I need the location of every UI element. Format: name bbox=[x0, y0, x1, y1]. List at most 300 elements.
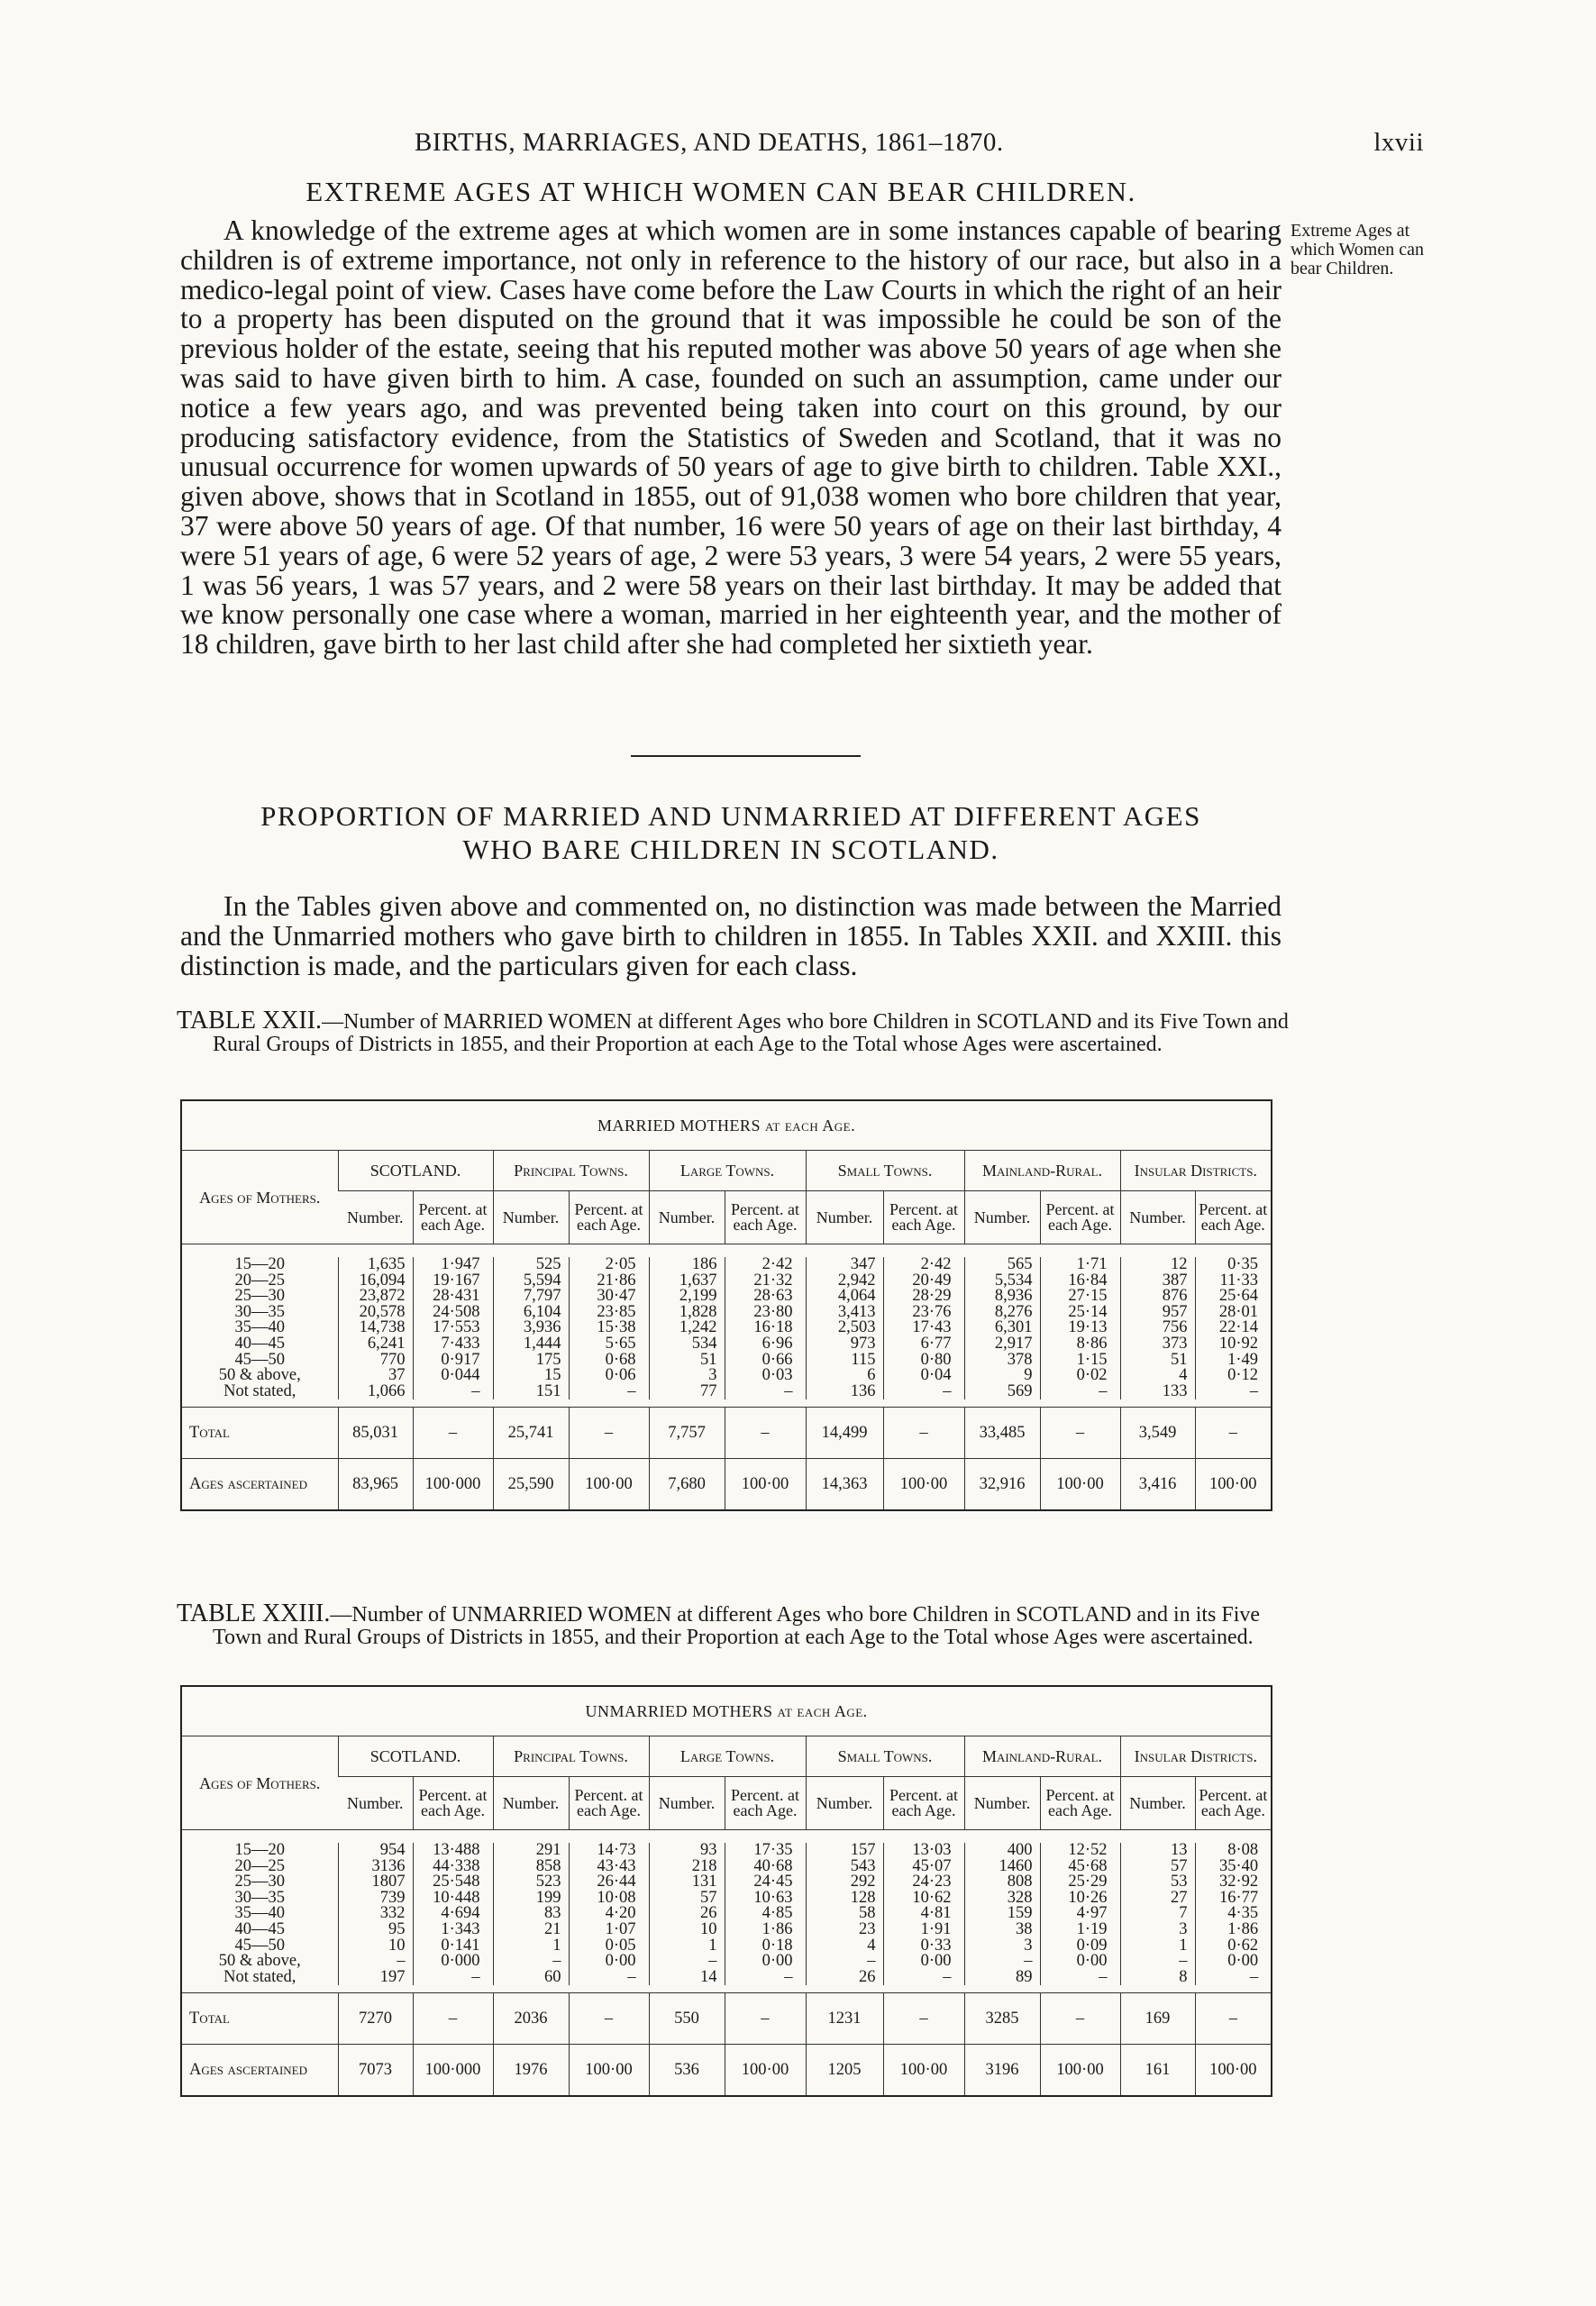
table23-age-label: 30—35 bbox=[234, 1888, 285, 1907]
table22-ascertained-label: Ages ascertained bbox=[181, 1459, 338, 1511]
table22-cell: 373 bbox=[1120, 1336, 1195, 1353]
table23-cell: 13·488 bbox=[413, 1843, 493, 1859]
table23-cell: 400 bbox=[964, 1843, 1040, 1859]
table23-cell: 4·35 bbox=[1195, 1906, 1272, 1922]
table22-cell: 25·64 bbox=[1195, 1289, 1272, 1305]
table23-age-label: Not stated, bbox=[223, 1967, 296, 1986]
table22-cell: 756 bbox=[1120, 1320, 1195, 1336]
table22-cell: 3 bbox=[649, 1368, 725, 1384]
table23-cell: – bbox=[725, 1970, 806, 1986]
table23-cell: 45·07 bbox=[883, 1859, 964, 1875]
table22-age-label: 20—25 bbox=[234, 1271, 285, 1290]
table22-cell: 1,444 bbox=[493, 1336, 569, 1353]
table22-total-row bbox=[181, 1408, 1272, 1459]
table23-percent-header: Percent. at each Age. bbox=[1040, 1777, 1120, 1830]
table23-cell: – bbox=[569, 1970, 649, 1986]
table22-cell: 565 bbox=[964, 1257, 1040, 1273]
table22-cell: – bbox=[1040, 1384, 1120, 1400]
table22-cell: 20,578 bbox=[338, 1305, 413, 1321]
table22-cell: 6,301 bbox=[964, 1320, 1040, 1336]
table23-cell: 14·73 bbox=[569, 1843, 649, 1859]
table23-cell: 16·77 bbox=[1195, 1891, 1272, 1907]
table23-cell: 25·548 bbox=[413, 1874, 493, 1891]
table22-ascertained-cell: 7,680 bbox=[649, 1459, 725, 1511]
table22-cell: 23,872 bbox=[338, 1289, 413, 1305]
table22-cell: 0·35 bbox=[1195, 1257, 1272, 1273]
table23-number-header: Number. bbox=[493, 1777, 569, 1830]
table22-cell: 876 bbox=[1120, 1289, 1195, 1305]
table22-cell: 23·80 bbox=[725, 1305, 806, 1321]
table23-cell: 291 bbox=[493, 1843, 569, 1859]
table22-cell: 30·47 bbox=[569, 1289, 649, 1305]
table23-cell: – bbox=[883, 1970, 964, 1986]
table23-cell: – bbox=[1040, 1970, 1120, 1986]
table22-cell: 2,199 bbox=[649, 1289, 725, 1305]
table23-cell: 43·43 bbox=[569, 1859, 649, 1875]
table23-cell: 1·91 bbox=[883, 1922, 964, 1938]
table22-cell: 2·05 bbox=[569, 1257, 649, 1273]
table23-ascertained-cell: 100·00 bbox=[1040, 2045, 1120, 2097]
table22-cell: 378 bbox=[964, 1353, 1040, 1369]
table22-cell: 534 bbox=[649, 1336, 725, 1353]
table23-cell: 40·68 bbox=[725, 1859, 806, 1875]
table23-cell: 24·23 bbox=[883, 1874, 964, 1891]
table23-group-mainland-rural: Mainland-Rural. bbox=[964, 1736, 1120, 1777]
table22-cell: 23·76 bbox=[883, 1305, 964, 1321]
table22-cell: 133 bbox=[1120, 1384, 1195, 1400]
table23-cell: – bbox=[964, 1954, 1040, 1970]
paragraph-extreme-ages: A knowledge of the extreme ages at which women are in some instances capable of bearing children is of extreme importance, not only in reference to the history of our race, but also in a medico-legal point of view. Cases have come before the Law Courts in which the right of an heir to a property has been disputed on the ground that it was impossible he could be son of the previous holder of the estate, seeing that his reputed mother was above 50 years of age when she was said to have given birth to him. A case, founded on such an assumption, came under our notice a few years ago, and was prevented being taken into court on this ground, by our producing satisfactory evidence, from the Statistics of Sweden and Scotland, that it was no unusual occurrence for women upwards of 50 years of age to give birth to children. Table XXI., given above, shows that in Scotland in 1855, out of 91,038 women who bore children that year, 37 were above 50 years of age. Of that number, 16 were 50 years of age on their last birthday, 4 were 51 years of age, 6 were 52 years of age, 2 were 53 years, 3 were 54 years, 2 were 55 years, 1 was 56 years, 1 was 57 years, and 2 were 58 years on their last birthday. It may be added that we know personally one case where a woman, married in her eighteenth year, and the mother of 18 children, gave birth to her last child after she had completed her sixtieth year. bbox=[180, 214, 1281, 661]
table23-cell: 292 bbox=[806, 1874, 883, 1891]
table22-percent-header: Percent. at each Age. bbox=[413, 1191, 493, 1244]
table23-cell: – bbox=[806, 1954, 883, 1970]
section-heading-proportion-line2: WHO BARE CHILDREN IN SCOTLAND. bbox=[462, 834, 999, 865]
table22-cell: 11·33 bbox=[1195, 1273, 1272, 1290]
table23-cell: 0·00 bbox=[1195, 1954, 1272, 1970]
table23-cell: 328 bbox=[964, 1891, 1040, 1907]
table22-cell: 0·68 bbox=[569, 1353, 649, 1369]
table23-group-scotland: SCOTLAND. bbox=[338, 1736, 493, 1777]
table22-number-header: Number. bbox=[1120, 1191, 1195, 1244]
table22-cell: 8,276 bbox=[964, 1305, 1040, 1321]
table-row bbox=[181, 1289, 1272, 1305]
table23-cell: 10·63 bbox=[725, 1891, 806, 1907]
table22 bbox=[180, 1099, 1272, 1511]
paragraph-proportion: In the Tables given above and commented on, no distinction was made between the Married and the Unmarried mothers who gave birth to children in 1855. In Tables XXII. and XXIII. this distinction is made, and the particulars given for each class. bbox=[180, 890, 1281, 981]
table23-cell: 199 bbox=[493, 1891, 569, 1907]
table23-ascertained-cell: 7073 bbox=[338, 2045, 413, 2097]
table22-cell: 17·43 bbox=[883, 1320, 964, 1336]
table23-cell: 8·08 bbox=[1195, 1843, 1272, 1859]
table22-ascertained-row bbox=[181, 1459, 1272, 1511]
table22-cell: 1,637 bbox=[649, 1273, 725, 1290]
table23-group-large-towns: Large Towns. bbox=[649, 1736, 806, 1777]
table23-total-cell: 169 bbox=[1120, 1993, 1195, 2045]
table23-cell: 1 bbox=[493, 1938, 569, 1955]
table23-total-cell: – bbox=[1040, 1993, 1120, 2045]
table22-cell: 2·42 bbox=[725, 1257, 806, 1273]
table-row bbox=[181, 1273, 1272, 1290]
table22-cell: 22·14 bbox=[1195, 1320, 1272, 1336]
table22-cell: 0·12 bbox=[1195, 1368, 1272, 1384]
table22-group-large-towns: Large Towns. bbox=[649, 1151, 806, 1191]
table22-age-label: 15—20 bbox=[234, 1255, 285, 1273]
table22-total-cell: – bbox=[413, 1408, 493, 1459]
table22-cell: 2·42 bbox=[883, 1257, 964, 1273]
table23-cell: 4·20 bbox=[569, 1906, 649, 1922]
table-row bbox=[181, 1320, 1272, 1336]
table22-cell: 37 bbox=[338, 1368, 413, 1384]
table22-cell: 0·06 bbox=[569, 1368, 649, 1384]
table23-group-insular: Insular Districts. bbox=[1120, 1736, 1272, 1777]
table22-total-cell: – bbox=[569, 1408, 649, 1459]
table23-cell: 14 bbox=[649, 1970, 725, 1986]
table22-cell: 28·63 bbox=[725, 1289, 806, 1305]
table23-cell: 1·86 bbox=[1195, 1922, 1272, 1938]
table22-cell: 1·15 bbox=[1040, 1353, 1120, 1369]
table22-cell: 51 bbox=[1120, 1353, 1195, 1369]
table22-cell: 28·29 bbox=[883, 1289, 964, 1305]
table23-cell: 0·18 bbox=[725, 1938, 806, 1955]
marginal-note: Extreme Ages at which Women can bear Children. bbox=[1290, 221, 1424, 278]
table22-ascertained-cell: 100·00 bbox=[1040, 1459, 1120, 1511]
table23-ascertained-cell: 1205 bbox=[806, 2045, 883, 2097]
table22-cell: 15 bbox=[493, 1368, 569, 1384]
table23-ascertained-cell: 100·00 bbox=[569, 2045, 649, 2097]
table22-cell: 17·553 bbox=[413, 1320, 493, 1336]
table-row bbox=[181, 1353, 1272, 1369]
table23-cell: 8 bbox=[1120, 1970, 1195, 1986]
table22-cell: 0·02 bbox=[1040, 1368, 1120, 1384]
table23-group-principal-towns: Principal Towns. bbox=[493, 1736, 649, 1777]
table22-ascertained-cell: 100·000 bbox=[413, 1459, 493, 1511]
table23-age-label: 40—45 bbox=[234, 1919, 285, 1938]
table22-cell: 16,094 bbox=[338, 1273, 413, 1290]
table23-cell: 23 bbox=[806, 1922, 883, 1938]
table23-number-header: Number. bbox=[338, 1777, 413, 1830]
table23-cell: 1·343 bbox=[413, 1922, 493, 1938]
table22-cell: 1,635 bbox=[338, 1257, 413, 1273]
table23-ascertained-row bbox=[181, 2045, 1272, 2097]
table23-cell: 4 bbox=[806, 1938, 883, 1955]
table23-main-header: UNMARRIED MOTHERS at each Age. bbox=[585, 1701, 868, 1720]
table23-cell: 954 bbox=[338, 1843, 413, 1859]
table22-cell: 15·38 bbox=[569, 1320, 649, 1336]
table23-group-small-towns: Small Towns. bbox=[806, 1736, 964, 1777]
table22-total-cell: 7,757 bbox=[649, 1408, 725, 1459]
table22-cell: 0·66 bbox=[725, 1353, 806, 1369]
table23-cell: 57 bbox=[1120, 1859, 1195, 1875]
table23-cell: 3 bbox=[1120, 1922, 1195, 1938]
table22-ascertained-cell: 100·00 bbox=[725, 1459, 806, 1511]
table23-cell: 13 bbox=[1120, 1843, 1195, 1859]
table22-cell: 151 bbox=[493, 1384, 569, 1400]
section-heading-extreme-ages: EXTREME AGES AT WHICH WOMEN CAN BEAR CHILDREN. bbox=[306, 176, 1136, 207]
table23-cell: 4·694 bbox=[413, 1906, 493, 1922]
table22-cell: 12 bbox=[1120, 1257, 1195, 1273]
table23-cell: 13·03 bbox=[883, 1843, 964, 1859]
table22-total-cell: – bbox=[725, 1408, 806, 1459]
table23-cell: 83 bbox=[493, 1906, 569, 1922]
table22-subheader-row bbox=[181, 1191, 1272, 1244]
table-row bbox=[181, 1874, 1272, 1891]
table22-cell: 51 bbox=[649, 1353, 725, 1369]
table23-cell: 53 bbox=[1120, 1874, 1195, 1891]
table23-cell: 808 bbox=[964, 1874, 1040, 1891]
table23-ascertained-cell: 3196 bbox=[964, 2045, 1040, 2097]
table23-cell: 157 bbox=[806, 1843, 883, 1859]
table22-cell: 4 bbox=[1120, 1368, 1195, 1384]
table23-cell: 1 bbox=[649, 1938, 725, 1955]
table23-cell: 26 bbox=[649, 1906, 725, 1922]
table22-cell: 6 bbox=[806, 1368, 883, 1384]
table22-age-label: 30—35 bbox=[234, 1302, 285, 1321]
table22-cell: – bbox=[725, 1384, 806, 1400]
table22-cell: 77 bbox=[649, 1384, 725, 1400]
table22-cell: 136 bbox=[806, 1384, 883, 1400]
table23-cell: 3136 bbox=[338, 1859, 413, 1875]
table22-percent-header: Percent. at each Age. bbox=[883, 1191, 964, 1244]
table23-number-header: Number. bbox=[964, 1777, 1040, 1830]
table23-cell: 25·29 bbox=[1040, 1874, 1120, 1891]
table22-cell: 770 bbox=[338, 1353, 413, 1369]
table-row bbox=[181, 1938, 1272, 1955]
table22-cell: 957 bbox=[1120, 1305, 1195, 1321]
table23-age-label: 25—30 bbox=[234, 1873, 285, 1891]
table23-cell: 7 bbox=[1120, 1906, 1195, 1922]
table22-ascertained-cell: 25,590 bbox=[493, 1459, 569, 1511]
table23-ascertained-cell: 100·00 bbox=[1195, 2045, 1272, 2097]
table22-age-label: 45—50 bbox=[234, 1350, 285, 1369]
table22-caption-text: —Number of MARRIED WOMEN at different Ages who bore Children in SCOTLAND and its Five Town and Rural Groups of Districts in 1855, and their Proportion at each Age to the Total whose Ages were ascertained. bbox=[213, 1010, 1289, 1056]
table23-cell: 27 bbox=[1120, 1891, 1195, 1907]
running-header bbox=[180, 128, 1424, 164]
table22-age-label: 40—45 bbox=[234, 1334, 285, 1353]
section-divider bbox=[631, 755, 861, 757]
table22-cell: 2,503 bbox=[806, 1320, 883, 1336]
table22-cell: 569 bbox=[964, 1384, 1040, 1400]
table23-ascertained-cell: 536 bbox=[649, 2045, 725, 2097]
table22-cell: 0·044 bbox=[413, 1368, 493, 1384]
table22-cell: 8·86 bbox=[1040, 1336, 1120, 1353]
table23-cell: 35·40 bbox=[1195, 1859, 1272, 1875]
table23-cell: 38 bbox=[964, 1922, 1040, 1938]
table23-age-label: 45—50 bbox=[234, 1936, 285, 1955]
table22-total-cell: – bbox=[1040, 1408, 1120, 1459]
table22-cell: 20·49 bbox=[883, 1273, 964, 1290]
table-row bbox=[181, 1336, 1272, 1353]
table22-ascertained-cell: 100·00 bbox=[883, 1459, 964, 1511]
table23-cell: 0·141 bbox=[413, 1938, 493, 1955]
table23-total-cell: 1231 bbox=[806, 1993, 883, 2045]
table23-percent-header: Percent. at each Age. bbox=[1195, 1777, 1272, 1830]
table22-cell: 1·49 bbox=[1195, 1353, 1272, 1369]
table23-cell: – bbox=[493, 1954, 569, 1970]
table-row bbox=[181, 1843, 1272, 1859]
table22-number-header: Number. bbox=[338, 1191, 413, 1244]
table23-cell: – bbox=[413, 1970, 493, 1986]
table22-percent-header: Percent. at each Age. bbox=[1040, 1191, 1120, 1244]
table23-cell: 218 bbox=[649, 1859, 725, 1875]
table-row bbox=[181, 1954, 1272, 1970]
table22-cell: 2,917 bbox=[964, 1336, 1040, 1353]
table23-total-cell: – bbox=[725, 1993, 806, 2045]
table23-age-label: 50 & above, bbox=[218, 1952, 301, 1971]
table23-cell: 10 bbox=[649, 1922, 725, 1938]
table23-cell: 10·448 bbox=[413, 1891, 493, 1907]
table23-cell: 131 bbox=[649, 1874, 725, 1891]
table22-cell: 115 bbox=[806, 1353, 883, 1369]
running-title: BIRTHS, MARRIAGES, AND DEATHS, 1861–1870. bbox=[415, 128, 1004, 157]
table23-percent-header: Percent. at each Age. bbox=[725, 1777, 806, 1830]
table23-number-header: Number. bbox=[806, 1777, 883, 1830]
table23-cell: 0·000 bbox=[413, 1954, 493, 1970]
table23-age-label: 15—20 bbox=[234, 1841, 285, 1859]
table22-cell: 186 bbox=[649, 1257, 725, 1273]
table23-cell: 89 bbox=[964, 1970, 1040, 1986]
table22-ascertained-cell: 3,416 bbox=[1120, 1459, 1195, 1511]
table22-number-header: Number. bbox=[806, 1191, 883, 1244]
table22-group-principal-towns: Principal Towns. bbox=[493, 1151, 649, 1191]
table22-cell: 2,942 bbox=[806, 1273, 883, 1290]
table22-cell: 347 bbox=[806, 1257, 883, 1273]
table22-group-small-towns: Small Towns. bbox=[806, 1151, 964, 1191]
table-row bbox=[181, 1257, 1272, 1273]
table22-cell: 25·14 bbox=[1040, 1305, 1120, 1321]
table22-cell: 0·917 bbox=[413, 1353, 493, 1369]
page-number: lxvii bbox=[1373, 128, 1424, 157]
table22-caption bbox=[177, 1009, 1303, 1056]
table22-cell: 19·13 bbox=[1040, 1320, 1120, 1336]
table23-ages-header: Ages of Mothers. bbox=[181, 1736, 338, 1830]
table23-total-cell: 3285 bbox=[964, 1993, 1040, 2045]
table22-cell: 6·77 bbox=[883, 1336, 964, 1353]
table22-ascertained-cell: 100·00 bbox=[569, 1459, 649, 1511]
table23-cell: 21 bbox=[493, 1922, 569, 1938]
table22-age-label: Not stated, bbox=[223, 1381, 296, 1400]
table22-cell: 7·433 bbox=[413, 1336, 493, 1353]
table22-cell: 16·84 bbox=[1040, 1273, 1120, 1290]
table22-cell: 28·431 bbox=[413, 1289, 493, 1305]
table23-cell: 4·81 bbox=[883, 1906, 964, 1922]
table22-ascertained-cell: 83,965 bbox=[338, 1459, 413, 1511]
table22-cell: 27·15 bbox=[1040, 1289, 1120, 1305]
table22-cell: 6·96 bbox=[725, 1336, 806, 1353]
table23-cell: 1·07 bbox=[569, 1922, 649, 1938]
table23-cell: 1460 bbox=[964, 1859, 1040, 1875]
table22-cell: 8,936 bbox=[964, 1289, 1040, 1305]
table23-number-header: Number. bbox=[1120, 1777, 1195, 1830]
table22-percent-header: Percent. at each Age. bbox=[1195, 1191, 1272, 1244]
table22-cell: 21·32 bbox=[725, 1273, 806, 1290]
table23-ascertained-cell: 100·000 bbox=[413, 2045, 493, 2097]
table22-total-cell: – bbox=[1195, 1408, 1272, 1459]
table22-cell: 9 bbox=[964, 1368, 1040, 1384]
table23-cell: 58 bbox=[806, 1906, 883, 1922]
table23-cell: 4·97 bbox=[1040, 1906, 1120, 1922]
table23-cell: 0·09 bbox=[1040, 1938, 1120, 1955]
table23-cell: 1 bbox=[1120, 1938, 1195, 1955]
table23-total-cell: – bbox=[883, 1993, 964, 2045]
table23-ascertained-cell: 100·00 bbox=[725, 2045, 806, 2097]
table22-cell: 0·03 bbox=[725, 1368, 806, 1384]
table23-cell: – bbox=[338, 1954, 413, 1970]
table23-cell: 3 bbox=[964, 1938, 1040, 1955]
table22-cell: 1,828 bbox=[649, 1305, 725, 1321]
table22-cell: 1,066 bbox=[338, 1384, 413, 1400]
table23-cell: 0·00 bbox=[569, 1954, 649, 1970]
table22-total-cell: 14,499 bbox=[806, 1408, 883, 1459]
table-row bbox=[181, 1922, 1272, 1938]
table23-age-label: 35—40 bbox=[234, 1904, 285, 1923]
table23-cell: 44·338 bbox=[413, 1859, 493, 1875]
table23-percent-header: Percent. at each Age. bbox=[569, 1777, 649, 1830]
table23-total-cell: – bbox=[569, 1993, 649, 2045]
table23-cell: 197 bbox=[338, 1970, 413, 1986]
table23-cell: 26·44 bbox=[569, 1874, 649, 1891]
table-row bbox=[181, 1305, 1272, 1321]
table23-cell: 0·62 bbox=[1195, 1938, 1272, 1955]
table22-total-label: Total bbox=[181, 1408, 338, 1459]
table-row bbox=[181, 1906, 1272, 1922]
table22-cell: 0·04 bbox=[883, 1368, 964, 1384]
table22-cell: 3,413 bbox=[806, 1305, 883, 1321]
table-row bbox=[181, 1970, 1272, 1986]
table23-percent-header: Percent. at each Age. bbox=[883, 1777, 964, 1830]
table23-cell: 1807 bbox=[338, 1874, 413, 1891]
table23-cell: 10·08 bbox=[569, 1891, 649, 1907]
table23-cell: 128 bbox=[806, 1891, 883, 1907]
table23-cell: 10·26 bbox=[1040, 1891, 1120, 1907]
table-row bbox=[181, 1891, 1272, 1907]
table22-ascertained-cell: 32,916 bbox=[964, 1459, 1040, 1511]
table23-number-header: Number. bbox=[649, 1777, 725, 1830]
table22-cell: 6,241 bbox=[338, 1336, 413, 1353]
table22-age-label: 50 & above, bbox=[218, 1366, 301, 1385]
table23-cell: 60 bbox=[493, 1970, 569, 1986]
table23-cell: 543 bbox=[806, 1859, 883, 1875]
table22-age-label: 25—30 bbox=[234, 1287, 285, 1306]
table22-cell: – bbox=[1195, 1384, 1272, 1400]
table22-ascertained-cell: 14,363 bbox=[806, 1459, 883, 1511]
table22-cell: 5,594 bbox=[493, 1273, 569, 1290]
table22-cell: 3,936 bbox=[493, 1320, 569, 1336]
table23-total-label: Total bbox=[181, 1993, 338, 2045]
table23-total-cell: – bbox=[1195, 1993, 1272, 2045]
table22-number-header: Number. bbox=[964, 1191, 1040, 1244]
table22-cell: 16·18 bbox=[725, 1320, 806, 1336]
table23-cell: 0·33 bbox=[883, 1938, 964, 1955]
table23-cell: 0·00 bbox=[1040, 1954, 1120, 1970]
table22-cell: 1,242 bbox=[649, 1320, 725, 1336]
table23-cell: 10 bbox=[338, 1938, 413, 1955]
table23-cell: 0·05 bbox=[569, 1938, 649, 1955]
table22-cell: 5·65 bbox=[569, 1336, 649, 1353]
table22-age-label: 35—40 bbox=[234, 1318, 285, 1337]
table22-cell: 5,534 bbox=[964, 1273, 1040, 1290]
table23-cell: 95 bbox=[338, 1922, 413, 1938]
table23-age-label: 20—25 bbox=[234, 1856, 285, 1875]
table23-ascertained-cell: 100·00 bbox=[883, 2045, 964, 2097]
table23-ascertained-cell: 161 bbox=[1120, 2045, 1195, 2097]
table23-cell: – bbox=[1120, 1954, 1195, 1970]
table23-caption bbox=[177, 1602, 1303, 1649]
table22-cell: 175 bbox=[493, 1353, 569, 1369]
table23-cell: – bbox=[1195, 1970, 1272, 1986]
table22-cell: 7,797 bbox=[493, 1289, 569, 1305]
table-row bbox=[181, 1859, 1272, 1875]
table22-cell: – bbox=[883, 1384, 964, 1400]
